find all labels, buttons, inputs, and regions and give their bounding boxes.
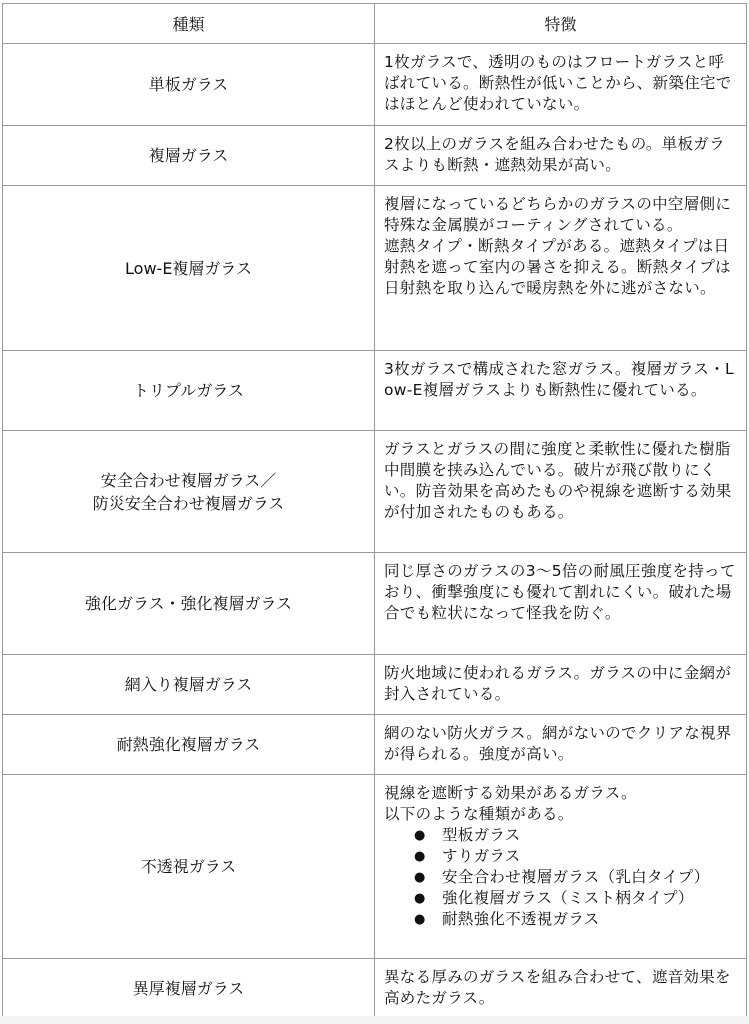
list-item (414, 846, 738, 867)
glass-type-cell (3, 351, 375, 431)
feature-text: 複層になっているどちらかのガラスの中空層側に特殊な金属膜がコーティングされている。 (384, 195, 732, 234)
glass-type-name: 不透視ガラス (140, 857, 237, 876)
glass-feature-cell (375, 553, 747, 655)
header-feature: 特徴 (375, 4, 747, 44)
glass-type-name: 強化ガラス・強化複層ガラス (84, 594, 293, 613)
bullet-icon: ● (414, 912, 426, 927)
glass-type-cell (3, 186, 375, 351)
glass-feature-cell (375, 959, 747, 1019)
list-item-text: すりガラス (442, 847, 521, 865)
glass-feature-cell (375, 775, 747, 959)
glass-type-cell (3, 655, 375, 715)
list-item (414, 909, 738, 930)
feature-text: ガラスとガラスの間に強度と柔軟性に優れた樹脂中間膜を挟み込んでいる。破片が飛び散りにくい。防音効果を高めたものや視線を遮断する効果が付加されたものもある。 (384, 440, 732, 521)
feature-text: 2枚以上のガラスを組み合わせたもの。単板ガラスよりも断熱・遮熱効果が高い。 (384, 135, 725, 174)
table-header-row (3, 4, 747, 44)
glass-variety-list (384, 825, 738, 930)
glass-feature-cell (375, 186, 747, 351)
bullet-icon: ● (414, 891, 426, 906)
feature-text: 異なる厚みのガラスを組み合わせて、遮音効果を高めたガラス。 (384, 968, 731, 1007)
list-item-text: 安全合わせ複層ガラス（乳白タイプ） (442, 868, 710, 886)
glass-feature-cell (375, 655, 747, 715)
table-row (3, 775, 747, 959)
glass-type-cell (3, 715, 375, 775)
feature-text: 3枚ガラスで構成された窓ガラス。複層ガラス・Low-E複層ガラスよりも断熱性に優れている。 (384, 360, 734, 399)
table-row (3, 431, 747, 553)
table-row (3, 655, 747, 715)
feature-text: 網のない防火ガラス。網がないのでクリアな視界が得られる。強度が高い。 (384, 724, 732, 763)
table-row (3, 126, 747, 186)
list-item (414, 825, 738, 846)
glass-feature-cell (375, 351, 747, 431)
glass-type-cell (3, 775, 375, 959)
table-row (3, 715, 747, 775)
table-row (3, 959, 747, 1019)
feature-text: 視線を遮断する効果があるガラス。 (384, 784, 637, 802)
table-body (3, 44, 747, 1019)
feature-text: 防火地域に使われるガラス。ガラスの中に金網が封入されている。 (384, 664, 732, 703)
glass-type-cell (3, 431, 375, 553)
glass-type-cell (3, 553, 375, 655)
bullet-icon: ● (414, 849, 426, 864)
glass-feature-cell (375, 44, 747, 126)
glass-type-name: 網入り複層ガラス (124, 675, 253, 694)
feature-text: 以下のような種類がある。 (384, 805, 574, 823)
glass-type-cell (3, 959, 375, 1019)
glass-feature-cell (375, 126, 747, 186)
glass-type-name: 耐熱強化複層ガラス (116, 735, 261, 754)
bullet-icon: ● (414, 870, 426, 885)
glass-type-name: 複層ガラス (148, 146, 229, 165)
glass-type-name: 単板ガラス (148, 75, 229, 94)
feature-text: 同じ厚さのガラスの3〜5倍の耐風圧強度を持っており、衝撃強度にも優れて割れにくい。破れた場合でも粒状になって怪我を防ぐ。 (384, 562, 736, 622)
list-item-text: 強化複層ガラス（ミスト柄タイプ） (442, 889, 694, 907)
list-item (414, 888, 738, 909)
feature-text: 遮熱タイプ・断熱タイプがある。遮熱タイプは日射熱を遮って室内の暑さを抑える。断熱タイプは日射熱を取り込んで暖房熱を外に逃がさない。 (384, 237, 731, 297)
glass-type-cell (3, 126, 375, 186)
glass-type-name: 防災安全合わせ複層ガラス (92, 493, 285, 513)
table-row (3, 44, 747, 126)
list-item (414, 867, 738, 888)
list-item-text: 型板ガラス (442, 826, 521, 844)
table-row (3, 553, 747, 655)
glass-feature-cell (375, 431, 747, 553)
list-item-text: 耐熱強化不透視ガラス (442, 910, 600, 928)
header-type: 種類 (3, 4, 375, 44)
bullet-icon: ● (414, 828, 426, 843)
glass-type-name: Low-E複層ガラス (125, 258, 252, 278)
glass-type-name: 安全合わせ複層ガラス／ (100, 470, 277, 490)
bottom-edge (0, 1016, 749, 1024)
glass-type-cell (3, 44, 375, 126)
feature-text: 1枚ガラスで、透明のものはフロートガラスと呼ばれている。断熱性が低いことから、新築住宅ではほとんど使われていない。 (384, 53, 732, 113)
table-row (3, 351, 747, 431)
glass-type-name: 異厚複層ガラス (132, 979, 245, 998)
glass-type-name: トリプルガラス (133, 381, 244, 400)
glass-types-table (2, 3, 747, 1019)
table-row (3, 186, 747, 351)
glass-feature-cell (375, 715, 747, 775)
